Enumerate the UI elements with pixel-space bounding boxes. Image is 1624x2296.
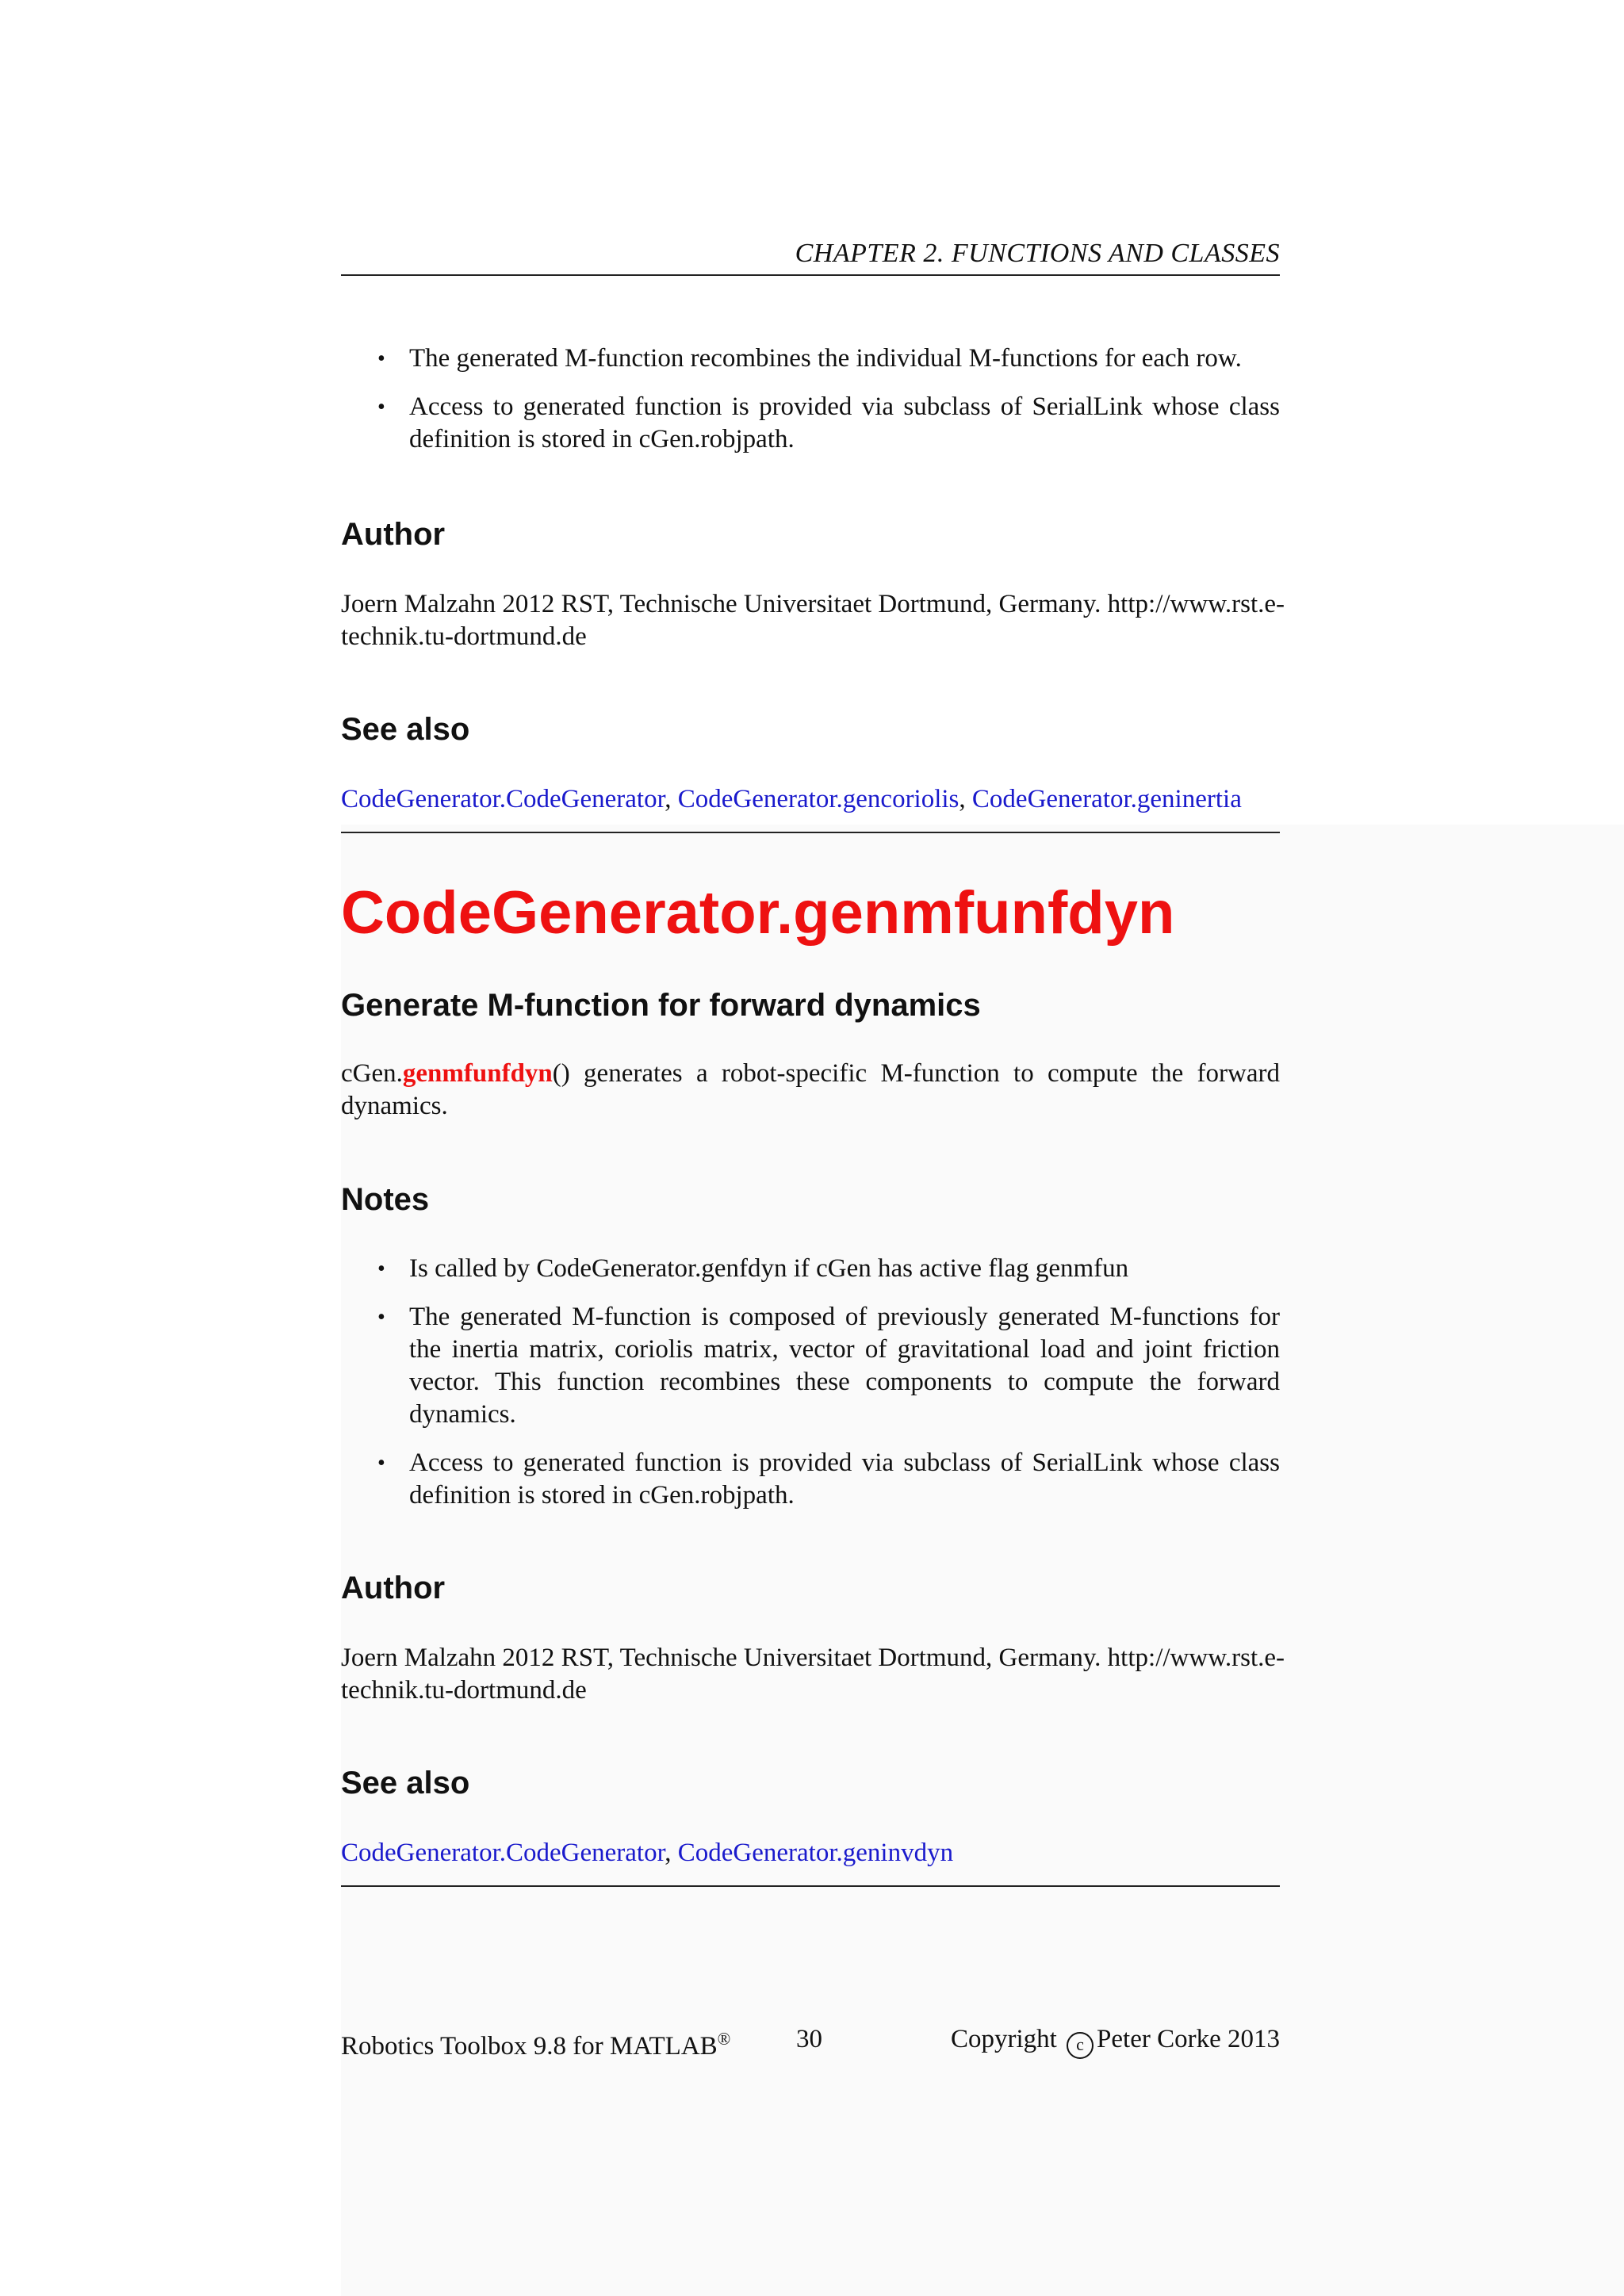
section-description: cGen.genmfunfdyn() generates a robot-specific M-function to compute the forward dynamics. [341, 1059, 1280, 1120]
section-subtitle: Generate M-function for forward dynamics [341, 988, 981, 1023]
author-text: Joern Malzahn 2012 RST, Technische Universitaet Dortmund, Germany. http://www.rst.e- technik.tu-dortmund.de [341, 1644, 1285, 1705]
copyright-icon: c [1067, 2032, 1094, 2059]
notes-heading: Notes [341, 1182, 430, 1217]
prev-author-heading: Author [341, 517, 446, 552]
notes-list [341, 1253, 1280, 1512]
section-end-rule [341, 1885, 1280, 1887]
header-rule [341, 274, 1280, 276]
bullet-icon: • [377, 1451, 385, 1475]
bullet-icon: • [377, 395, 385, 419]
section-divider [341, 832, 1280, 833]
list-item: • The generated M-function recombines the individual M-functions for each row. [341, 342, 1280, 375]
list-item: • Access to generated function is provided via subclass of SerialLink whose class definition is stored in cGen.robjpath. [377, 392, 1280, 453]
prev-see-also-links: CodeGenerator.CodeGenerator, CodeGenerator.gencoriolis, CodeGenerator.geninertia [341, 785, 1242, 813]
prev-bullet-list [341, 342, 1280, 456]
list-item: • The generated M-function is composed of previously generated M-functions for the inertia matrix, coriolis matrix, vector of gravitational load and joint friction vector. This function recombines these components to compute the forward dynamics. [377, 1303, 1280, 1429]
list-item: • Access to generated function is provided via subclass of SerialLink whose class definition is stored in cGen.robjpath. [377, 1448, 1280, 1510]
prev-author-text: Joern Malzahn 2012 RST, Technische Universitaet Dortmund, Germany. http://www.rst.e- technik.tu-dortmund.de [341, 590, 1285, 651]
page-shade [341, 825, 1624, 2296]
link-codegenerator-codegenerator[interactable]: CodeGenerator.CodeGenerator [341, 1839, 665, 1867]
section-title: CodeGenerator.genmfunfdyn [341, 879, 1175, 947]
footer-copyright: Copyright c Peter Corke 2013 [951, 2022, 1280, 2059]
bullet-icon: • [377, 1305, 385, 1330]
page-number: 30 [796, 2025, 822, 2053]
see-also-heading: See also [341, 1766, 470, 1800]
link-gencoriolis[interactable]: CodeGenerator.gencoriolis [677, 785, 959, 813]
function-name-highlight: genmfunfdyn [402, 1059, 553, 1088]
link-geninertia[interactable]: CodeGenerator.geninertia [971, 785, 1242, 813]
list-item: • Is called by CodeGenerator.genfdyn if cGen has active flag genmfun [341, 1253, 1280, 1285]
footer-book-title: Robotics Toolbox 9.8 for MATLAB® [341, 2029, 731, 2061]
prev-see-also-heading: See also [341, 712, 470, 747]
author-heading: Author [341, 1571, 446, 1605]
link-codegenerator-codegenerator[interactable]: CodeGenerator.CodeGenerator [341, 785, 665, 813]
bullet-icon: • [377, 346, 385, 371]
registered-mark: ® [717, 2029, 731, 2049]
bullet-icon: • [377, 1257, 385, 1281]
running-header: CHAPTER 2. FUNCTIONS AND CLASSES [795, 239, 1280, 268]
link-geninvdyn[interactable]: CodeGenerator.geninvdyn [677, 1839, 954, 1867]
see-also-links: CodeGenerator.CodeGenerator, CodeGenerator.geninvdyn [341, 1839, 954, 1867]
